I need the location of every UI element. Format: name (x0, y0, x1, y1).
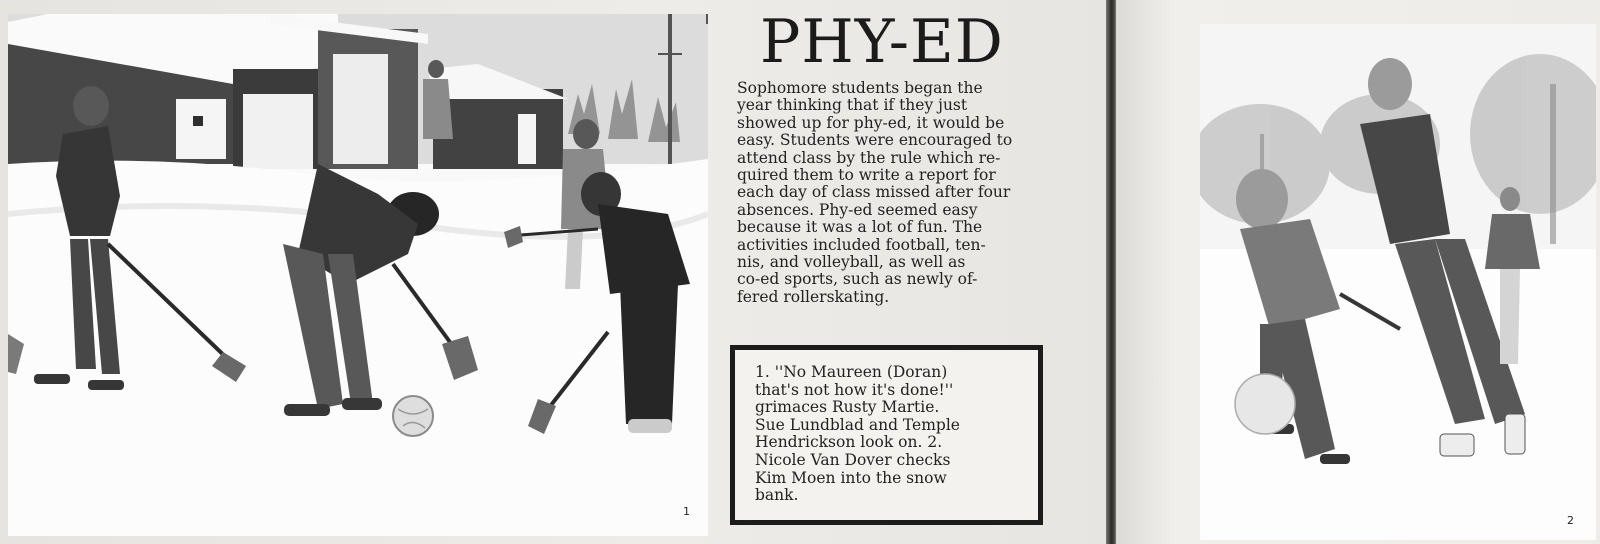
caption-box (730, 345, 1043, 525)
broomball-photo (8, 14, 708, 536)
photo-1-number: 1 (683, 505, 690, 518)
fold-mark (706, 14, 708, 24)
body-copy: Sophomore students began the year thinking that if they just showed up for phy-ed, it would be easy. Students were encouraged to attend class by the rule which re- quired them to write a report for each day of class missed after four absences. Phy-ed seemed easy because it was a lot of fun. The activities included football, ten- nis, and volleyball, as well as co-ed sports, such as newly of- fered rollerskating. (737, 79, 1013, 306)
section-headline: PHY-ED (760, 7, 1004, 77)
photo-2-number: 2 (1567, 514, 1574, 527)
snow-check-photo (1200, 24, 1596, 540)
photo-caption: 1. ''No Maureen (Doran) that's not how it's done!'' grimaces Rusty Martie. Sue Lundblad and Temple Hendrickson look on. 2. Nicole Van Dover checks Kim Moen into the snow bank. (755, 363, 960, 505)
